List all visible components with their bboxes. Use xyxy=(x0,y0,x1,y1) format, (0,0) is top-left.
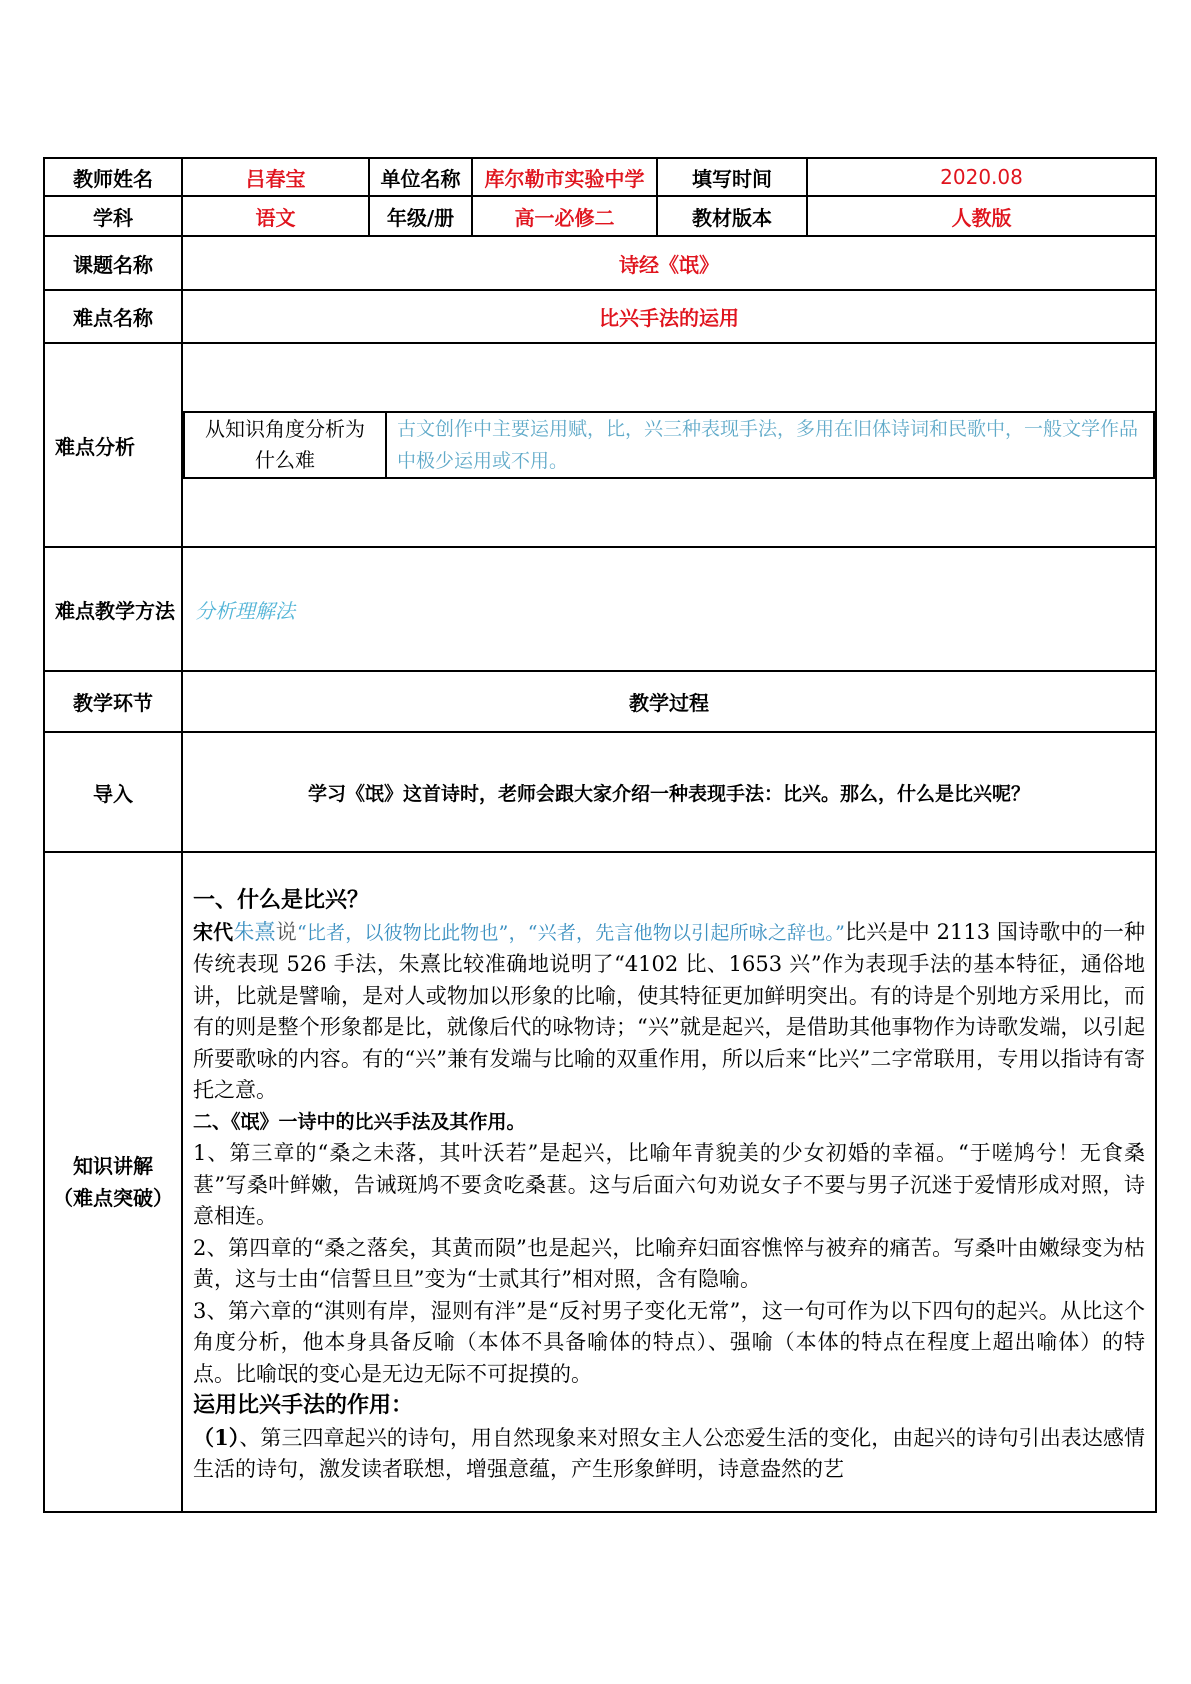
p1-name: 朱熹 xyxy=(233,919,276,944)
lesson-plan-page xyxy=(43,157,1155,1513)
lesson-plan-table xyxy=(43,157,1157,1513)
difficulty-row xyxy=(44,290,1156,343)
item-3: 3、第六章的“淇则有岸，湿则有泮”是“反衬男子变化无常”，这一句可作为以下四句的起兴。从比这个角度分析，他本身具备反喻（本体不具备喻体的特点）、强喻（本体的特点在程度上超出喻体）的特点。比喻氓的变心是无边无际不可捉摸的。 xyxy=(193,1298,1145,1386)
subject-label: 学科 xyxy=(44,196,182,236)
topic-label: 课题名称 xyxy=(44,236,182,290)
process-stage-label: 教学环节 xyxy=(44,671,182,732)
item-4-text: 、第三四章起兴的诗句，用自然现象来对照女主人公恋爱生活的变化，由起兴的诗句引出表达感情生活的诗句，激发读者联想，增强意蕴，产生形象鲜明，诗意盎然的艺 xyxy=(193,1425,1145,1481)
heading-what-is-bixing: 一、什么是比兴？ xyxy=(193,888,370,913)
intro-value: 学习《氓》这首诗时，老师会跟大家介绍一种表现手法：比兴。那么，什么是比兴呢？ xyxy=(182,732,1156,852)
difficulty-label: 难点名称 xyxy=(44,290,182,343)
unit-label: 单位名称 xyxy=(369,158,472,196)
date-label: 填写时间 xyxy=(657,158,807,196)
edition-value: 人教版 xyxy=(807,196,1156,236)
knowledge-row xyxy=(44,852,1156,1512)
p1-rest: 比兴是中 2113 国诗歌中的一种传统表现 526 手法，朱熹比较准确地说明了“4102 比、1653 兴”作为表现手法的基本特征，通俗地讲，比就是譬喻，是对人或物加以形象的比喻，使其特征更加鲜明突出。有的诗是个别地方采用比，而有的则是整个形象都是比，就像后代的咏物诗；“兴”就是起兴，是借助其他事物作为诗歌发端，以引起所要歌咏的内容。有的“兴”兼有发端与比喻的双重作用，所以后来“比兴”二字常联用，专用以指诗有寄托之意。 xyxy=(193,919,1146,1102)
analysis-row xyxy=(44,343,1156,547)
analysis-cell xyxy=(182,343,1156,547)
paragraph-definition xyxy=(193,917,1145,1107)
intro-row xyxy=(44,732,1156,852)
heading-usage: 二、《氓》一诗中的比兴手法及其作用。 xyxy=(193,1110,526,1133)
subject-value: 语文 xyxy=(182,196,369,236)
grade-label: 年级/册 xyxy=(369,196,472,236)
topic-row xyxy=(44,236,1156,290)
info-row-2 xyxy=(44,196,1156,236)
p1-bold: 宋代 xyxy=(193,919,234,944)
analysis-content: 古文创作中主要运用赋，比，兴三种表现手法，多用在旧体诗词和民歌中，一般文学作品中极少运用或不用。 xyxy=(386,412,1154,478)
date-value: 2020.08 xyxy=(807,158,1156,196)
difficulty-value: 比兴手法的运用 xyxy=(182,290,1156,343)
item-2: 2、第四章的“桑之落矣，其黄而陨”也是起兴，比喻弃妇面容憔悴与被弃的痛苦。写桑叶由嫩绿变为枯黄，这与士由“信誓旦旦”变为“士贰其行”相对照，含有隐喻。 xyxy=(193,1235,1145,1291)
p1-quote: “比者，以彼物比此物也”，“兴者，先言他物以引起所咏之辞也。” xyxy=(296,921,845,944)
process-label: 教学过程 xyxy=(182,671,1156,732)
analysis-inner xyxy=(183,411,1155,479)
p1-said: 说 xyxy=(275,919,297,944)
info-row-1 xyxy=(44,158,1156,196)
method-row xyxy=(44,547,1156,671)
item-4 xyxy=(193,1422,1145,1486)
knowledge-label-line1: 知识讲解 xyxy=(73,1154,153,1178)
item-4-num: （1） xyxy=(193,1424,240,1450)
topic-value: 诗经《氓》 xyxy=(182,236,1156,290)
method-value: 分析理解法 xyxy=(182,547,1156,671)
analysis-sub-label: 从知识角度分析为什么难 xyxy=(184,412,386,478)
knowledge-label-line2: （难点突破） xyxy=(53,1186,173,1210)
intro-label: 导入 xyxy=(44,732,182,852)
teacher-label: 教师姓名 xyxy=(44,158,182,196)
analysis-label: 难点分析 xyxy=(44,343,182,547)
process-header-row xyxy=(44,671,1156,732)
knowledge-content xyxy=(182,852,1156,1512)
heading-effect: 运用比兴手法的作用： xyxy=(193,1393,414,1418)
grade-value: 高一必修二 xyxy=(472,196,657,236)
knowledge-label xyxy=(44,852,182,1512)
unit-value: 库尔勒市实验中学 xyxy=(472,158,657,196)
item-1: 1、第三章的“桑之未落，其叶沃若”是起兴，比喻年青貌美的少女初婚的幸福。“于嗟鸠兮！无食桑葚”写桑叶鲜嫩，告诫斑鸠不要贪吃桑葚。这与后面六句劝说女子不要与男子沉迷于爱情形成对照，诗意相连。 xyxy=(193,1141,1145,1228)
method-label: 难点教学方法 xyxy=(44,547,182,671)
teacher-value: 吕春宝 xyxy=(182,158,369,196)
edition-label: 教材版本 xyxy=(657,196,807,236)
